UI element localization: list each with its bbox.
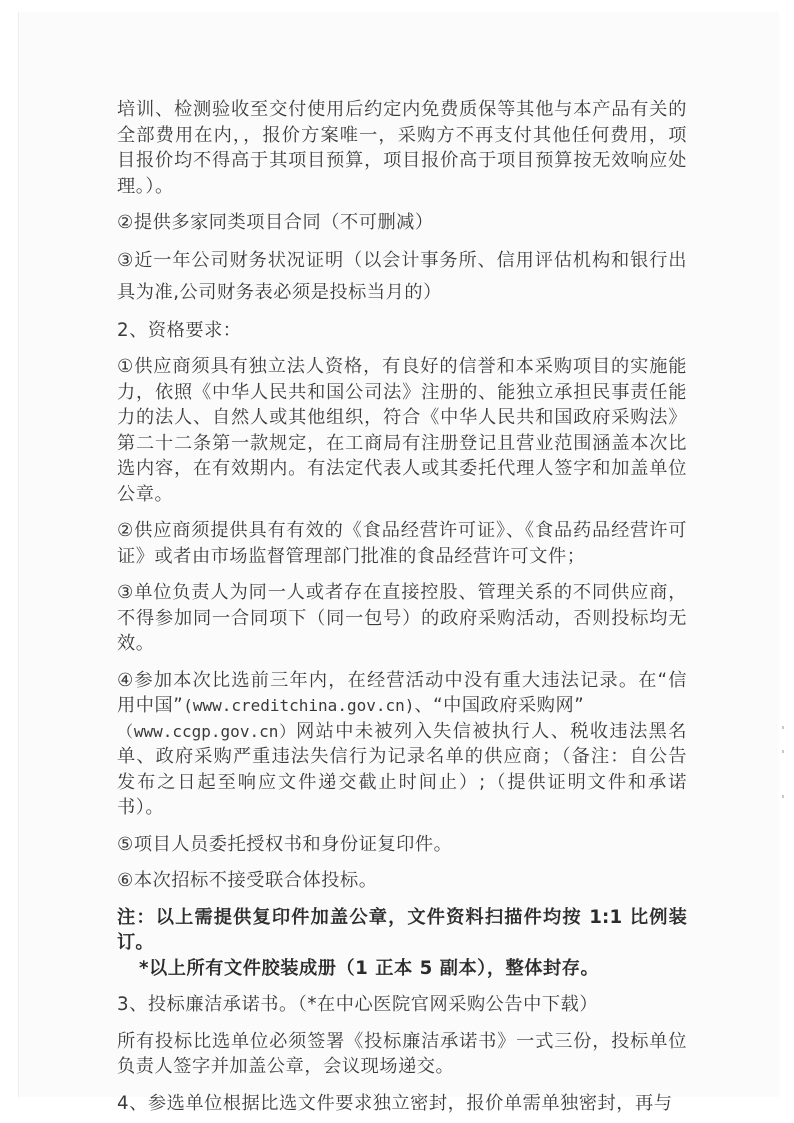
- item-text: 单位负责人为同一人或者存在直接控股、管理关系的不同供应商，不得参加同一合同项下（同一包号）的政府采购活动，否则投标均无效。: [117, 582, 688, 654]
- scan-artifact: [782, 726, 784, 729]
- material-item-3: [117, 245, 687, 309]
- item-text: 提供多家同类项目合同（不可删减）: [133, 212, 434, 233]
- qualification-item-1: [117, 354, 687, 507]
- creditchina-url: (www.creditchina.gov.cn): [183, 696, 415, 715]
- item-text: 供应商须提供具有有效的《食品经营许可证》、《食品药品经营许可证》或者由市场监督管理部门批准的食品经营许可文件；: [117, 520, 687, 567]
- document-body: [117, 97, 687, 1116]
- continuation-paragraph: 培训、检测验收至交付使用后约定内免费质保等其他与本产品有关的全部费用在内，，报价方案唯一，采购方不再支付其他任何费用，项目报价均不得高于其项目预算，项目报价高于项目预算按无效响应处理。）。: [117, 99, 687, 197]
- item-marker: ②: [117, 212, 134, 233]
- section-2-heading: 2、资格要求：: [117, 319, 242, 341]
- item-text: 近一年公司财务状况证明（以会计事务所、信用评估机构和银行出具为准,公司财务表必须是投标当月的）: [117, 249, 688, 303]
- qualification-item-3: [117, 580, 687, 657]
- qualification-item-5: [117, 832, 687, 858]
- qualification-item-4: [117, 668, 687, 821]
- item-marker: ②: [117, 520, 135, 541]
- section-3-paragraph: 所有投标比选单位必须签署《投标廉洁承诺书》一式三份，投标单位负责人签字并加盖公章，会议现场递交。: [117, 1030, 687, 1077]
- ccgp-url: （www.ccgp.gov.cn）: [117, 721, 297, 741]
- qualification-item-6: [117, 868, 687, 894]
- item-text: 参加本次比选前三年内，在经营活动中没有重大违法记录。在“信用中国”: [117, 669, 687, 716]
- item-marker: ①: [117, 356, 135, 377]
- item-marker: ⑤: [117, 833, 134, 855]
- item-text: 本次招标不接受联合体投标。: [133, 870, 378, 891]
- scan-artifact: [782, 795, 784, 798]
- item-text: 网站中未被列入失信被执行人、税收违法黑名单、政府采购严重违法失信行为记录名单的供应商；（备注：自公告发布之日起至响应文件递交截止时间止）;（提供证明文件和承诺书）。: [117, 720, 687, 818]
- qualification-item-2: [117, 518, 687, 569]
- section-4-paragraph: 4、参选单位根据比选文件要求独立密封，报价单需单独密封，再与: [117, 1092, 673, 1114]
- note-line-1: 注：以上需提供复印件加盖公章，文件资料扫描件均按 1:1 比例装订。: [117, 906, 687, 953]
- item-text: 项目人员委托授权书和身份证复印件。: [133, 833, 453, 855]
- item-text: 供应商须具有独立法人资格，有良好的信誉和本采购项目的实施能力，依照《中华人民共和国公司法》注册的、能独立承担民事责任能力的法人、自然人或其他组织，符合《中华人民共和国政府采购法》第二十二条第一款规定，在工商局有注册登记且营业范围涵盖本次比选内容，在有效期内。有法定代表人或其委托代理人签字和加盖单位公章。: [117, 356, 688, 505]
- scan-artifact: [782, 750, 784, 753]
- item-marker: ③: [117, 582, 135, 603]
- item-marker: ④: [117, 669, 135, 691]
- material-item-2: [117, 210, 687, 236]
- item-text: 、“中国政府采购网”: [414, 695, 585, 716]
- section-3-heading: 3、投标廉洁承诺书。（*在中心医院官网采购公告中下载）: [117, 994, 599, 1015]
- item-marker: ③: [117, 249, 135, 271]
- note-line-2: *以上所有文件胶装成册（1 正本 5 副本），整体封存。: [139, 957, 600, 979]
- item-marker: ⑥: [117, 870, 134, 891]
